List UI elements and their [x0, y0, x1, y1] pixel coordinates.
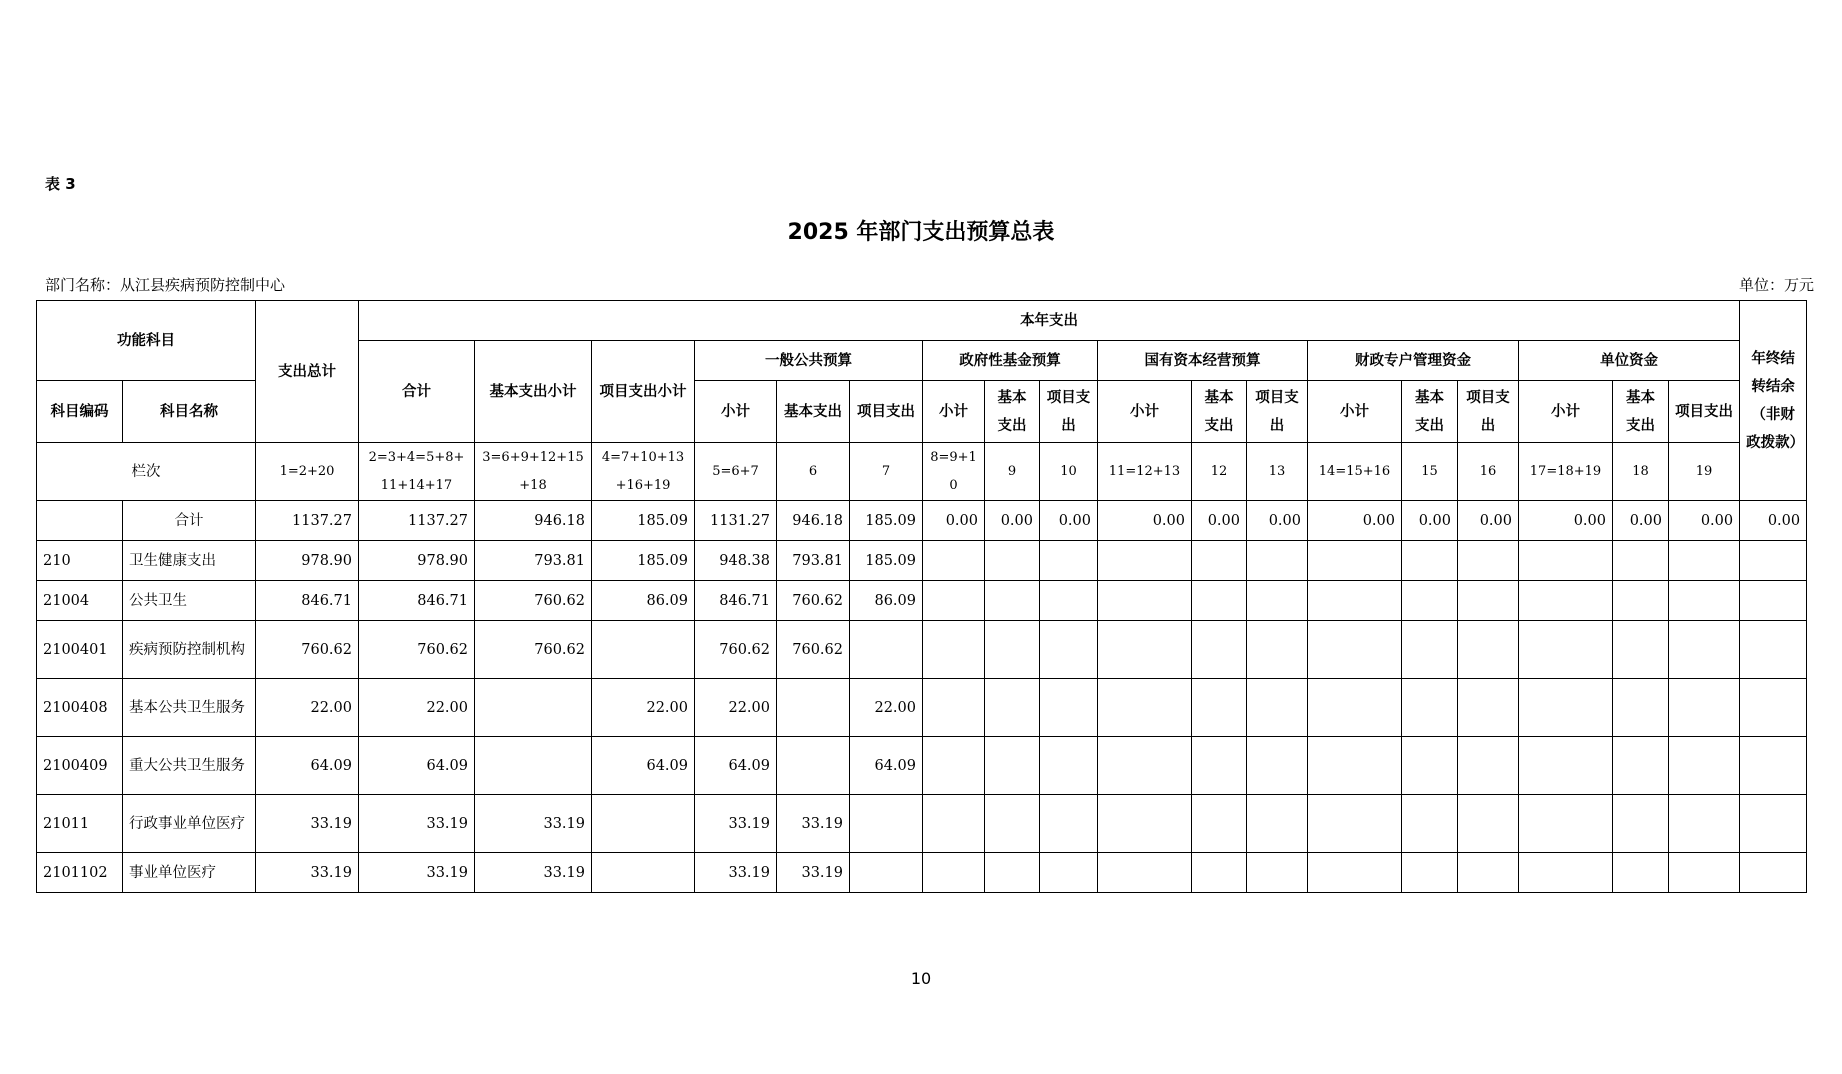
- index-cell: 15: [1402, 443, 1458, 501]
- header-special-account-fund: 财政专户管理资金: [1308, 341, 1519, 381]
- index-cell: 13: [1247, 443, 1308, 501]
- table-cell: [592, 795, 695, 853]
- table-cell: [1519, 541, 1613, 581]
- index-cell: 4=7+10+13+16+19: [592, 443, 695, 501]
- table-cell: 33.19: [256, 853, 359, 893]
- subject-code-cell: 2100409: [37, 737, 123, 795]
- table-cell: [985, 679, 1040, 737]
- table-cell: 64.09: [850, 737, 923, 795]
- header-functional-subject: 功能科目: [37, 301, 256, 381]
- table-cell: 0.00: [1192, 501, 1247, 541]
- table-cell: [1040, 737, 1098, 795]
- table-cell: [1098, 737, 1192, 795]
- header-subject-name: 科目名称: [123, 381, 256, 443]
- table-cell: 33.19: [777, 795, 850, 853]
- subject-code-cell: 2101102: [37, 853, 123, 893]
- table-cell: [1740, 679, 1807, 737]
- table-cell: [1040, 581, 1098, 621]
- table-cell: [1740, 541, 1807, 581]
- table-cell: 793.81: [777, 541, 850, 581]
- index-cell: 16: [1458, 443, 1519, 501]
- table-cell: [1040, 853, 1098, 893]
- table-cell: [592, 621, 695, 679]
- subject-name-cell: 重大公共卫生服务: [123, 737, 256, 795]
- table-cell: [1519, 853, 1613, 893]
- table-cell: 760.62: [777, 581, 850, 621]
- table-cell: 0.00: [1613, 501, 1669, 541]
- table-cell: [1402, 541, 1458, 581]
- header-gf-project: 项目支出: [1040, 381, 1098, 443]
- subject-code-cell: 2100408: [37, 679, 123, 737]
- table-cell: [923, 679, 985, 737]
- table-cell: [1308, 581, 1402, 621]
- header-unit-fund: 单位资金: [1519, 341, 1740, 381]
- table-cell: 33.19: [359, 853, 475, 893]
- table-cell: [1247, 679, 1308, 737]
- table-cell: [923, 541, 985, 581]
- index-cell: 2=3+4=5+8+11+14+17: [359, 443, 475, 501]
- table-cell: [1247, 853, 1308, 893]
- header-uf-subtotal: 小计: [1519, 381, 1613, 443]
- index-cell: 1=2+20: [256, 443, 359, 501]
- table-cell: 33.19: [695, 853, 777, 893]
- subject-name-cell: 疾病预防控制机构: [123, 621, 256, 679]
- table-cell: 22.00: [256, 679, 359, 737]
- total-row-label: 合计: [123, 501, 256, 541]
- table-cell: 33.19: [777, 853, 850, 893]
- table-cell: 978.90: [256, 541, 359, 581]
- table-cell: [1669, 581, 1740, 621]
- index-row-label: 栏次: [37, 443, 256, 501]
- table-cell: [592, 853, 695, 893]
- header-gf-basic: 基本支出: [985, 381, 1040, 443]
- subject-code-cell: 21011: [37, 795, 123, 853]
- subject-name-cell: 事业单位医疗: [123, 853, 256, 893]
- table-cell: [475, 679, 592, 737]
- table-cell: [1613, 541, 1669, 581]
- table-cell: [1192, 795, 1247, 853]
- index-cell: 11=12+13: [1098, 443, 1192, 501]
- table-cell: [1308, 541, 1402, 581]
- table-cell: [1519, 621, 1613, 679]
- table-cell: [1613, 795, 1669, 853]
- table-cell: 33.19: [475, 795, 592, 853]
- header-subject-code: 科目编码: [37, 381, 123, 443]
- table-cell: [1458, 581, 1519, 621]
- table-cell: [985, 581, 1040, 621]
- header-state-capital-budget: 国有资本经营预算: [1098, 341, 1308, 381]
- index-cell: 17=18+19: [1519, 443, 1613, 501]
- table-cell: [1402, 853, 1458, 893]
- header-sf-subtotal: 小计: [1308, 381, 1402, 443]
- header-gp-basic: 基本支出: [777, 381, 850, 443]
- index-cell: 9: [985, 443, 1040, 501]
- index-cell: 6: [777, 443, 850, 501]
- table-cell: [1458, 679, 1519, 737]
- table-cell: [1040, 795, 1098, 853]
- table-cell: 0.00: [1740, 501, 1807, 541]
- table-row: [37, 541, 1807, 581]
- table-cell: [475, 737, 592, 795]
- index-cell: 14=15+16: [1308, 443, 1402, 501]
- table-cell: [1040, 621, 1098, 679]
- table-cell: 760.62: [695, 621, 777, 679]
- table-cell: [1098, 581, 1192, 621]
- table-cell: [1192, 737, 1247, 795]
- table-cell: [777, 679, 850, 737]
- table-cell: [1247, 541, 1308, 581]
- table-cell: [1308, 737, 1402, 795]
- table-cell: [1669, 795, 1740, 853]
- table-cell: 33.19: [475, 853, 592, 893]
- table-cell: [985, 541, 1040, 581]
- page-number: 10: [910, 969, 932, 988]
- table-cell: 948.38: [695, 541, 777, 581]
- table-cell: [1519, 581, 1613, 621]
- table-cell: [1308, 795, 1402, 853]
- index-cell: 10: [1040, 443, 1098, 501]
- table-cell: [985, 795, 1040, 853]
- table-cell: [1458, 621, 1519, 679]
- table-cell: [1740, 737, 1807, 795]
- table-cell: [1192, 581, 1247, 621]
- index-cell: 18: [1613, 443, 1669, 501]
- table-cell: 22.00: [695, 679, 777, 737]
- table-cell: [1308, 621, 1402, 679]
- table-cell: [1098, 541, 1192, 581]
- table-cell: [1669, 621, 1740, 679]
- subject-name-cell: 卫生健康支出: [123, 541, 256, 581]
- table-cell: [777, 737, 850, 795]
- table-row: [37, 853, 1807, 893]
- table-cell: 0.00: [985, 501, 1040, 541]
- header-year-end-balance: 年终结转结余（非财政拨款）: [1740, 301, 1807, 501]
- table-cell: 86.09: [592, 581, 695, 621]
- table-cell: [850, 853, 923, 893]
- table-cell: [1669, 737, 1740, 795]
- table-cell: [1613, 737, 1669, 795]
- table-cell: [1308, 679, 1402, 737]
- table-cell: 22.00: [592, 679, 695, 737]
- table-cell: 846.71: [695, 581, 777, 621]
- table-cell: [985, 737, 1040, 795]
- table-row: [37, 621, 1807, 679]
- header-row-1: [37, 301, 1807, 341]
- table-cell: 22.00: [850, 679, 923, 737]
- table-cell: 760.62: [359, 621, 475, 679]
- table-row: [37, 679, 1807, 737]
- header-gp-project: 项目支出: [850, 381, 923, 443]
- index-cell: 5=6+7: [695, 443, 777, 501]
- header-general-public-budget: 一般公共预算: [695, 341, 923, 381]
- table-cell: 1137.27: [256, 501, 359, 541]
- table-cell: [1740, 581, 1807, 621]
- table-cell: [923, 795, 985, 853]
- table-cell: 0.00: [1098, 501, 1192, 541]
- table-cell: 1137.27: [359, 501, 475, 541]
- table-cell: [1402, 795, 1458, 853]
- table-cell: 760.62: [475, 621, 592, 679]
- table-cell: 0.00: [1308, 501, 1402, 541]
- table-cell: [850, 795, 923, 853]
- table-cell: [1613, 679, 1669, 737]
- table-row: [37, 581, 1807, 621]
- header-sc-project: 项目支出: [1247, 381, 1308, 443]
- table-cell: 978.90: [359, 541, 475, 581]
- table-cell: [923, 737, 985, 795]
- subject-code-cell: 210: [37, 541, 123, 581]
- table-cell: 793.81: [475, 541, 592, 581]
- index-cell: 7: [850, 443, 923, 501]
- table-cell: [1740, 795, 1807, 853]
- table-cell: 64.09: [592, 737, 695, 795]
- department-name: 部门名称：从江县疾病预防控制中心: [45, 276, 286, 294]
- total-row: [37, 501, 1807, 541]
- subject-code-cell: 2100401: [37, 621, 123, 679]
- table-row: [37, 737, 1807, 795]
- table-cell: 33.19: [695, 795, 777, 853]
- table-cell: 0.00: [1669, 501, 1740, 541]
- table-cell: 946.18: [777, 501, 850, 541]
- table-cell: [1098, 621, 1192, 679]
- table-cell: 185.09: [592, 541, 695, 581]
- header-current-year: 本年支出: [359, 301, 1740, 341]
- table-cell: [1740, 853, 1807, 893]
- header-project-subtotal: 项目支出小计: [592, 341, 695, 443]
- table-cell: [1613, 581, 1669, 621]
- header-heji: 合计: [359, 341, 475, 443]
- index-cell: 19: [1669, 443, 1740, 501]
- header-sc-basic: 基本支出: [1192, 381, 1247, 443]
- table-cell: 0.00: [1247, 501, 1308, 541]
- table-cell: [1192, 541, 1247, 581]
- table-cell: [985, 853, 1040, 893]
- table-cell: 22.00: [359, 679, 475, 737]
- index-cell: 12: [1192, 443, 1247, 501]
- table-cell: [1613, 853, 1669, 893]
- header-total-expense: 支出总计: [256, 301, 359, 443]
- header-sf-basic: 基本支出: [1402, 381, 1458, 443]
- table-cell: [1192, 621, 1247, 679]
- table-cell: [1098, 679, 1192, 737]
- table-row: [37, 795, 1807, 853]
- table-cell: 185.09: [850, 541, 923, 581]
- table-cell: [1192, 853, 1247, 893]
- table-cell: 185.09: [850, 501, 923, 541]
- table-cell: [1247, 737, 1308, 795]
- table-cell: [1192, 679, 1247, 737]
- header-sf-project: 项目支出: [1458, 381, 1519, 443]
- index-row: [37, 443, 1807, 501]
- table-cell: 0.00: [1519, 501, 1613, 541]
- data-rows: [37, 541, 1807, 893]
- header-uf-basic: 基本支出: [1613, 381, 1669, 443]
- table-cell: [923, 853, 985, 893]
- table-cell: [1669, 541, 1740, 581]
- table-cell: 0.00: [923, 501, 985, 541]
- table-cell: [923, 581, 985, 621]
- table-cell: [1519, 795, 1613, 853]
- table-cell: 760.62: [475, 581, 592, 621]
- table-cell: [1669, 853, 1740, 893]
- table-cell: [1458, 795, 1519, 853]
- table-cell: [1669, 679, 1740, 737]
- table-cell: 33.19: [256, 795, 359, 853]
- table-cell: 760.62: [256, 621, 359, 679]
- table-cell: 846.71: [359, 581, 475, 621]
- table-cell: 846.71: [256, 581, 359, 621]
- table-cell: [1308, 853, 1402, 893]
- unit-label: 单位：万元: [1738, 276, 1814, 294]
- subject-name-cell: 行政事业单位医疗: [123, 795, 256, 853]
- table-cell: [1040, 541, 1098, 581]
- table-cell: 64.09: [359, 737, 475, 795]
- table-cell: [1740, 621, 1807, 679]
- header-gov-fund-budget: 政府性基金预算: [923, 341, 1098, 381]
- index-cell: 3=6+9+12+15+18: [475, 443, 592, 501]
- table-cell: [1247, 621, 1308, 679]
- header-basic-subtotal: 基本支出小计: [475, 341, 592, 443]
- table-cell: [1247, 795, 1308, 853]
- table-cell: [1098, 853, 1192, 893]
- table-cell: [850, 621, 923, 679]
- table-cell: [1519, 737, 1613, 795]
- table-number: 表 3: [45, 175, 76, 193]
- table-cell: [1613, 621, 1669, 679]
- table-cell: [985, 621, 1040, 679]
- header-gf-subtotal: 小计: [923, 381, 985, 443]
- table-cell: 946.18: [475, 501, 592, 541]
- table-cell: [1458, 853, 1519, 893]
- table-cell: 64.09: [695, 737, 777, 795]
- header-sc-subtotal: 小计: [1098, 381, 1192, 443]
- table-cell: [1402, 737, 1458, 795]
- budget-table: [36, 300, 1807, 893]
- table-cell: 0.00: [1402, 501, 1458, 541]
- table-cell: [923, 621, 985, 679]
- table-cell: [1402, 679, 1458, 737]
- table-cell: [1040, 679, 1098, 737]
- table-cell: [37, 501, 123, 541]
- table-cell: [1402, 621, 1458, 679]
- header-uf-project: 项目支出: [1669, 381, 1740, 443]
- table-cell: 760.62: [777, 621, 850, 679]
- subject-name-cell: 基本公共卫生服务: [123, 679, 256, 737]
- table-cell: [1458, 541, 1519, 581]
- subject-code-cell: 21004: [37, 581, 123, 621]
- table-cell: [1458, 737, 1519, 795]
- table-cell: 0.00: [1040, 501, 1098, 541]
- table-cell: 1131.27: [695, 501, 777, 541]
- table-cell: 185.09: [592, 501, 695, 541]
- table-cell: 0.00: [1458, 501, 1519, 541]
- table-cell: [1519, 679, 1613, 737]
- page-title: 2025 年部门支出预算总表: [787, 220, 1055, 245]
- table-cell: [1402, 581, 1458, 621]
- table-cell: [1247, 581, 1308, 621]
- table-cell: [1098, 795, 1192, 853]
- subject-name-cell: 公共卫生: [123, 581, 256, 621]
- table-cell: 86.09: [850, 581, 923, 621]
- header-gp-subtotal: 小计: [695, 381, 777, 443]
- table-cell: 64.09: [256, 737, 359, 795]
- index-cell: 8=9+10: [923, 443, 985, 501]
- table-cell: 33.19: [359, 795, 475, 853]
